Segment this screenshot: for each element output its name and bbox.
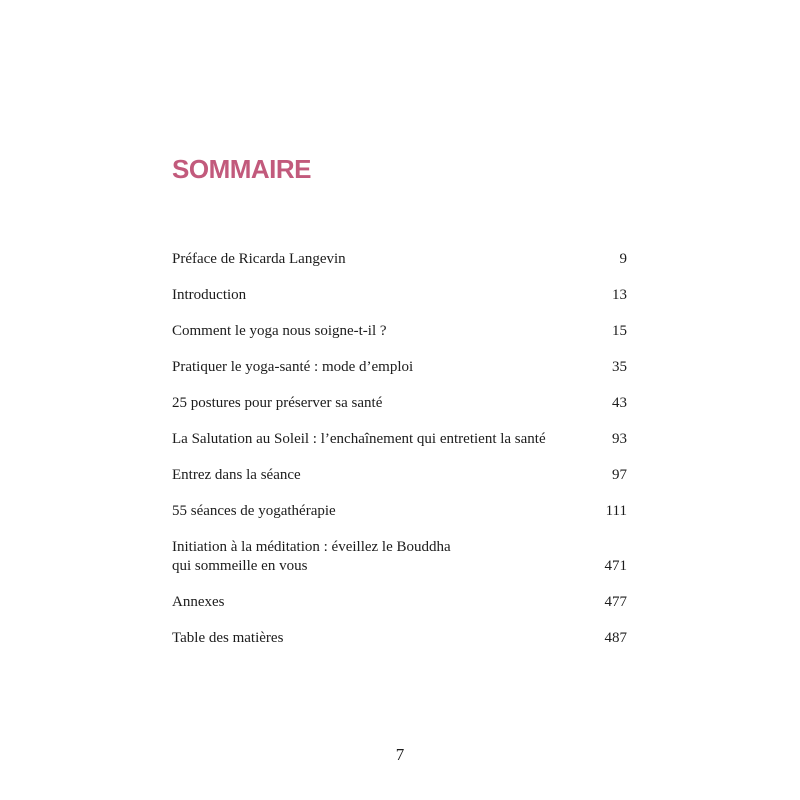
toc-entry-page: 111 (605, 503, 627, 519)
toc-entry-page: 9 (619, 251, 627, 267)
toc-entry-page: 15 (612, 323, 627, 339)
toc-entry (172, 286, 627, 305)
toc-entry (172, 538, 627, 576)
toc-entry-label: Initiation à la méditation : éveillez le Bouddha qui sommeille en vous (172, 539, 451, 574)
toc-entry-page: 487 (604, 630, 627, 646)
toc-entry-label: Annexes (172, 594, 225, 610)
toc-entry-label: Pratiquer le yoga-santé : mode d’emploi (172, 359, 414, 375)
toc-entry (172, 629, 627, 648)
toc-entry-label: Préface de Ricarda Langevin (172, 251, 346, 267)
toc-entry (172, 250, 627, 269)
toc-entry-page: 93 (612, 431, 627, 447)
toc-entry-label: Introduction (172, 287, 247, 303)
toc-entry (172, 322, 627, 341)
toc-entry (172, 394, 627, 413)
toc-entry-label: Comment le yoga nous soigne-t-il ? (172, 323, 387, 339)
toc-entry-label: Entrez dans la séance (172, 467, 301, 483)
toc-entry-page: 471 (604, 558, 627, 574)
toc-entry-label: Table des matières (172, 630, 284, 646)
toc-entry-page: 97 (612, 467, 627, 483)
page-title: SOMMAIRE (172, 154, 311, 184)
toc-entry-page: 35 (612, 359, 627, 375)
toc-entry (172, 502, 627, 521)
toc-entry (172, 466, 627, 485)
toc-entry-page: 477 (604, 594, 627, 610)
table-of-contents (172, 250, 627, 665)
toc-entry (172, 358, 627, 377)
toc-entry-page: 13 (612, 287, 627, 303)
toc-entry-page: 43 (612, 395, 627, 411)
toc-entry (172, 430, 627, 449)
toc-entry-label: La Salutation au Soleil : l’enchaînement qui entretient la santé (172, 431, 546, 447)
toc-entry (172, 593, 627, 612)
toc-entry-label: 55 séances de yogathérapie (172, 503, 336, 519)
toc-entry-label: 25 postures pour préserver sa santé (172, 395, 383, 411)
page-number: 7 (395, 745, 405, 764)
